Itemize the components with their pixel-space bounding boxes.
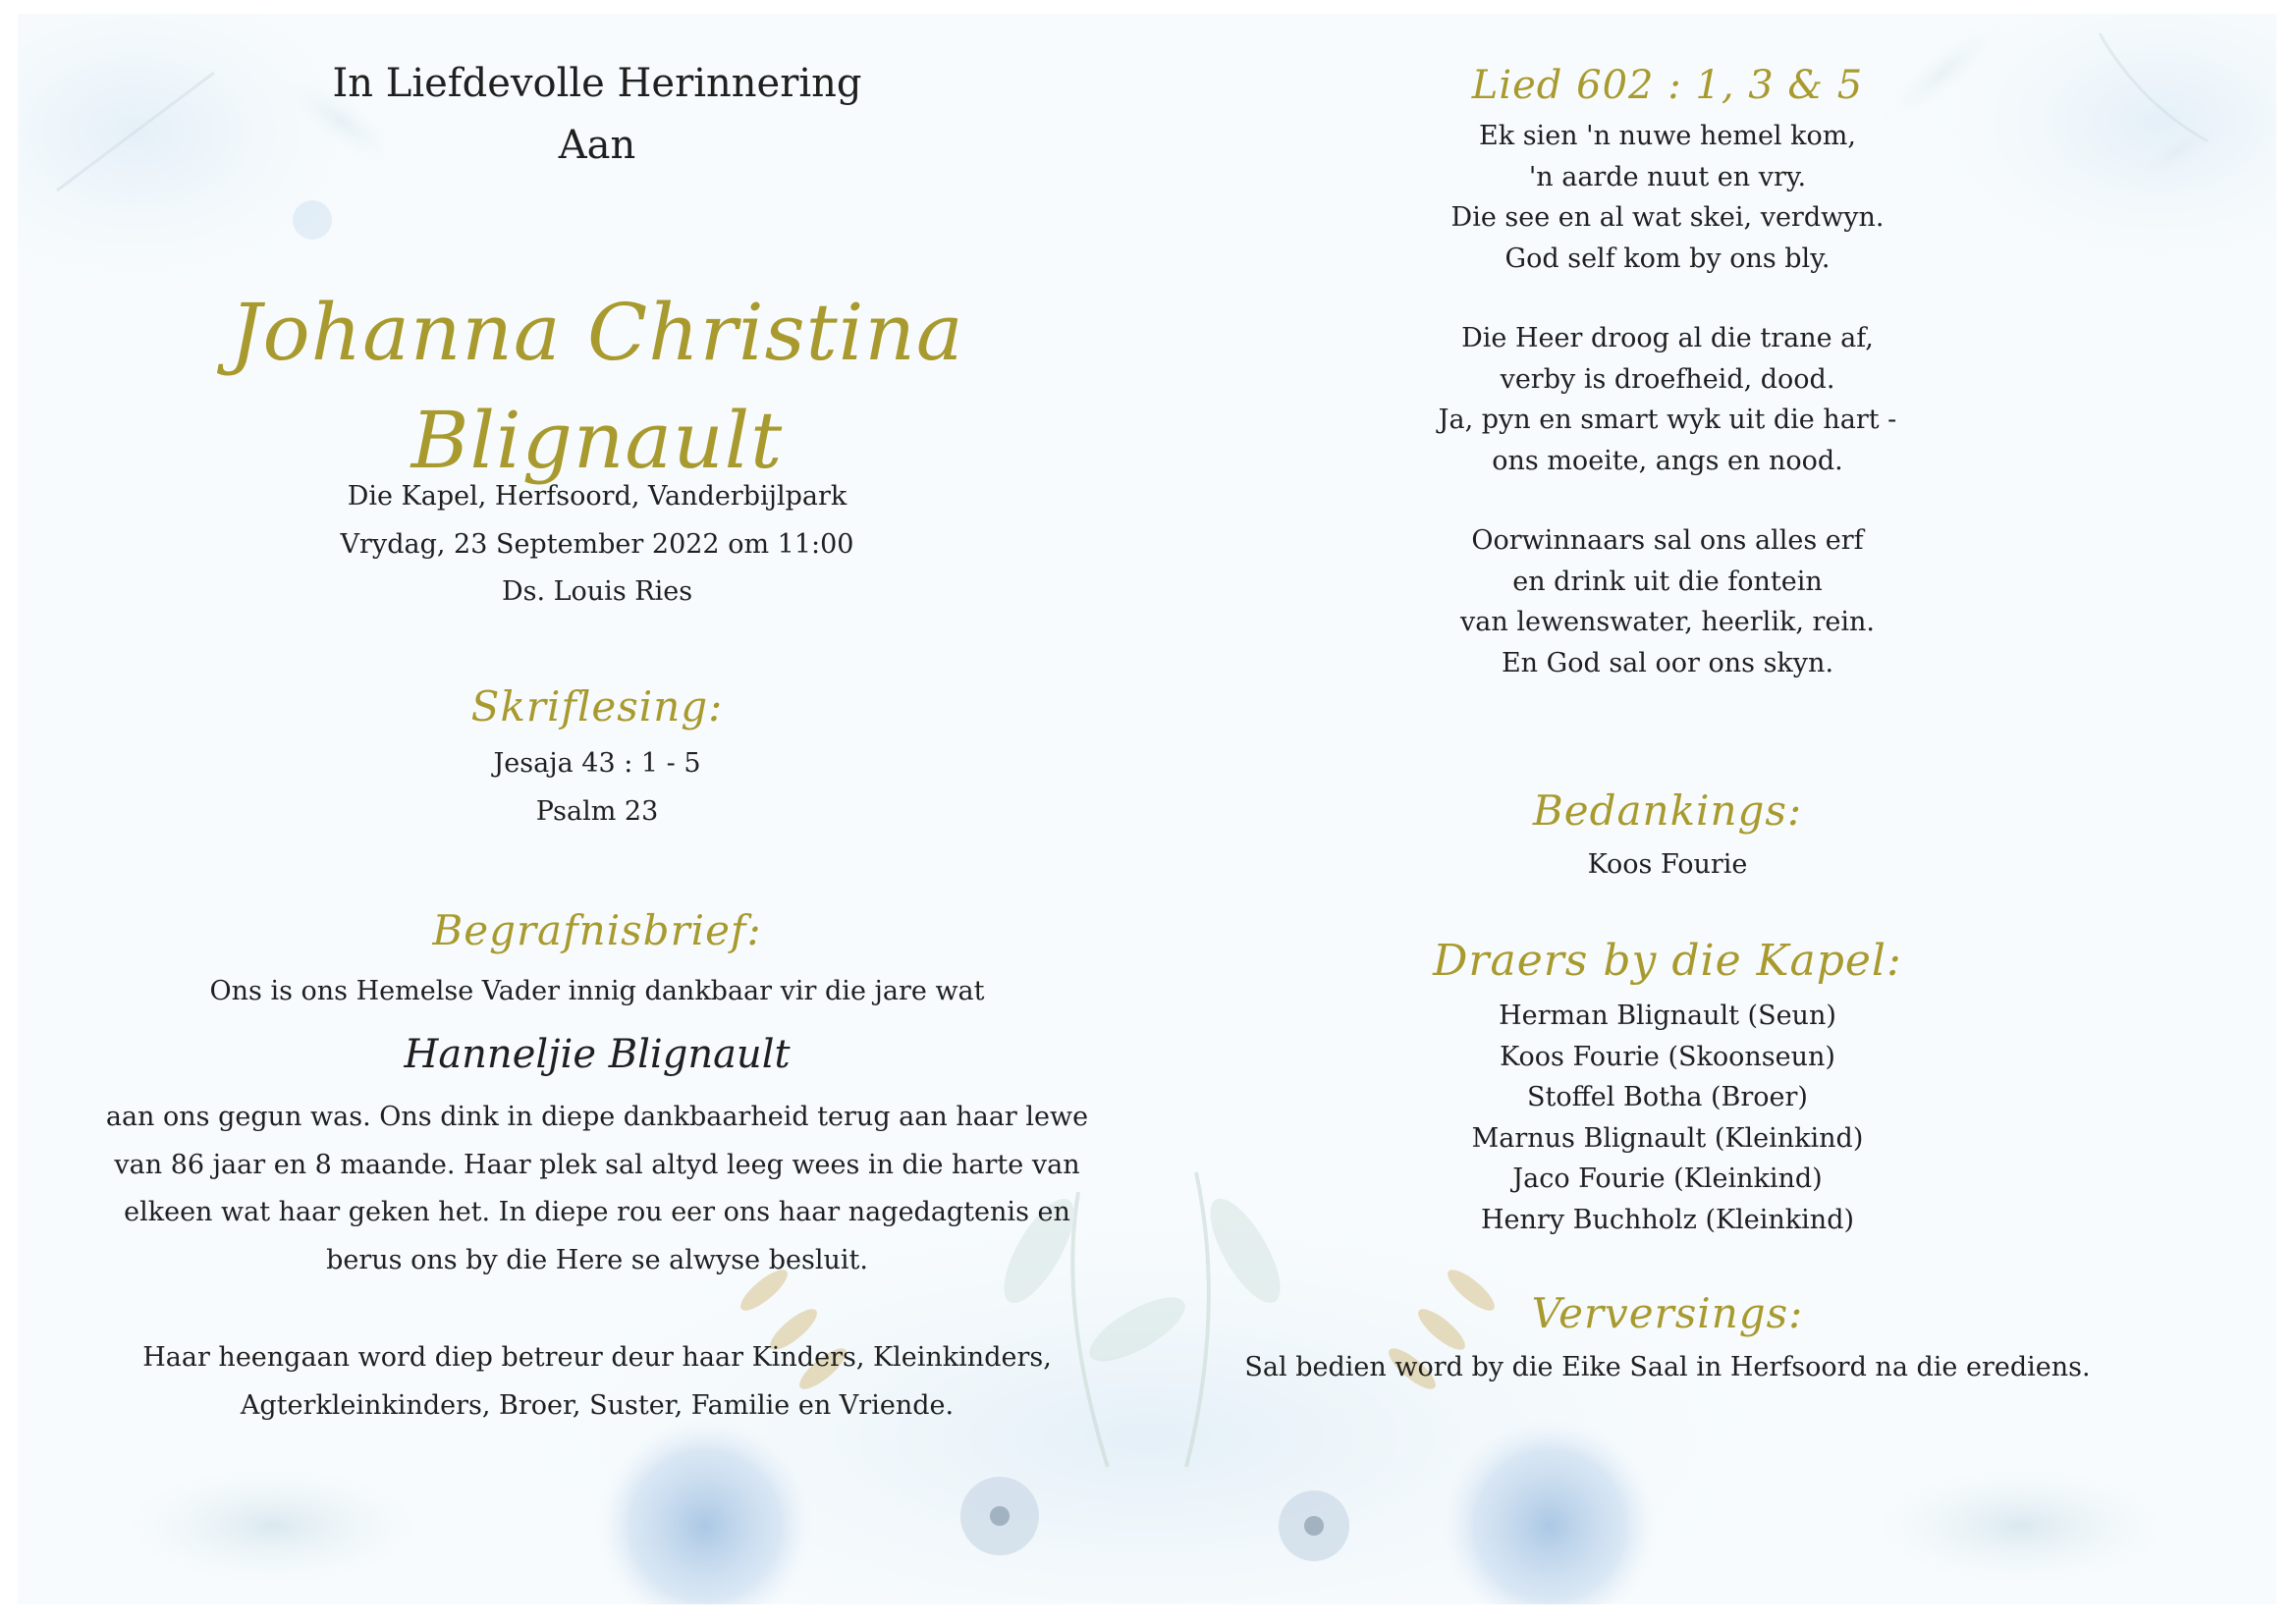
thanks-title: Bedankings: [1532, 786, 1803, 835]
pallbearer-item: Stoffel Botha (Broer) [1527, 1082, 1808, 1113]
service-details [194, 473, 1000, 617]
memorial-program-sheet [18, 14, 2276, 1604]
hymn-line: God self kom by ons bly. [1504, 243, 1831, 274]
service-minister: Ds. Louis Ries [501, 576, 693, 607]
hymn-line: van lewenswater, heerlik, rein. [1460, 607, 1875, 638]
hymn-line: Oorwinnaars sal ons alles erf [1471, 525, 1864, 556]
hymn-line: Die Heer droog al die trane af, [1461, 323, 1874, 353]
letter-body-line: van 86 jaar en 8 maande. Haar plek sal altyd leeg wees in die harte van [114, 1149, 1080, 1180]
memorial-heading [234, 53, 960, 177]
pallbearer-item: Herman Blignault (Seun) [1499, 1001, 1836, 1031]
pallbearer-item: Koos Fourie (Skoonseun) [1500, 1041, 1835, 1072]
service-datetime: Vrydag, 23 September 2022 om 11:00 [340, 528, 854, 560]
hymn-line: Die see en al wat skei, verdwyn. [1450, 202, 1885, 234]
hymn-verse-1 [1373, 116, 1962, 279]
letter-body [77, 1094, 1118, 1284]
letter-body-line: aan ons gegun was. Ons dink in diepe dankbaarheid terug aan haar lewe [105, 1102, 1089, 1132]
hymn-line: en drink uit die fontein [1512, 566, 1823, 597]
deceased-name: Johanna Christina Blignault [230, 287, 964, 486]
heading-line-2: Aan [558, 123, 636, 168]
refreshments-title: Verversings: [1531, 1289, 1804, 1337]
scripture-readings [391, 740, 803, 836]
refreshments-text: Sal bedien word by die Eike Saal in Herfsoord na die erediens. [1244, 1352, 2091, 1382]
pallbearer-item: Henry Buchholz (Kleinkind) [1480, 1204, 1855, 1235]
hymn-line: Ek sien 'n nuwe hemel kom, [1479, 121, 1856, 151]
hymn-line: En God sal oor ons skyn. [1501, 647, 1834, 678]
scripture-title: Skriflesing: [470, 682, 724, 731]
letter-intro: Ons is ons Hemelse Vader innig dankbaar vir die jare wat [209, 976, 985, 1006]
scripture-reading-1: Jesaja 43 : 1 - 5 [493, 748, 701, 779]
thanks-name: Koos Fourie [1587, 849, 1748, 880]
letter-name: Hanneljie Blignault [404, 1032, 791, 1077]
letter-body-line: berus ons by die Here se alwyse besluit. [326, 1244, 868, 1275]
pallbearers-list [1393, 996, 1942, 1241]
letter-closing-line: Haar heengaan word diep betreur deur haar Kinders, Kleinkinders, [142, 1342, 1052, 1373]
letter-title: Begrafnisbrief: [432, 906, 762, 954]
letter-closing-line: Agterkleinkinders, Broer, Suster, Familie en Vriende. [240, 1389, 955, 1421]
scripture-reading-2: Psalm 23 [535, 795, 659, 827]
hymn-line: verby is droefheid, dood. [1500, 363, 1835, 395]
letter-body-line: elkeen wat haar geken het. In diepe rou eer ons haar nagedagtenis en [124, 1197, 1070, 1227]
letter-closing [77, 1334, 1118, 1430]
hymn-line: ons moeite, angs en nood. [1492, 445, 1843, 476]
pallbearer-item: Marnus Blignault (Kleinkind) [1471, 1122, 1864, 1154]
heading-line-1: In Liefdevolle Herinnering [332, 61, 862, 106]
hymn-verse-2 [1373, 318, 1962, 481]
pallbearers-title: Draers by die Kapel: [1433, 936, 1902, 986]
hymn-line: Ja, pyn en smart wyk uit die hart - [1438, 405, 1897, 436]
pallbearer-item: Jaco Fourie (Kleinkind) [1512, 1164, 1823, 1195]
hymn-title: Lied 602 : 1, 3 & 5 [1471, 63, 1864, 108]
service-venue: Die Kapel, Herfsoord, Vanderbijlpark [347, 481, 847, 512]
hymn-verse-3 [1373, 520, 1962, 683]
hymn-line: 'n aarde nuut en vry. [1528, 161, 1807, 192]
